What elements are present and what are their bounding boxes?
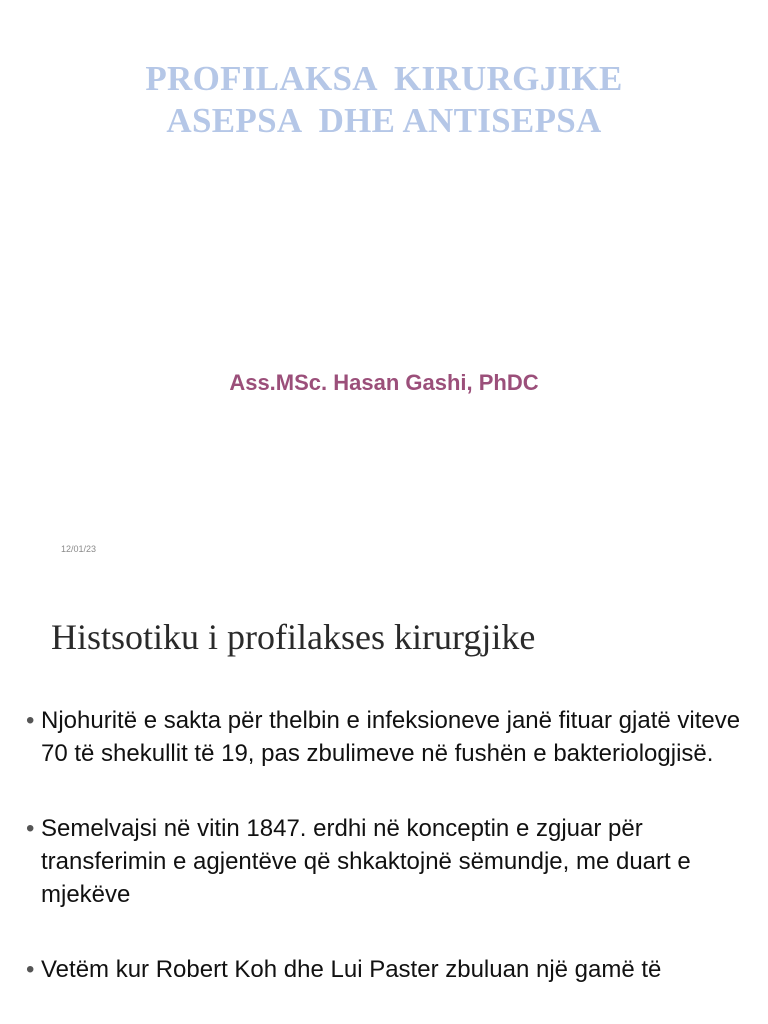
bullet-icon: •	[26, 815, 35, 842]
author-name: Ass.MSc. Hasan Gashi, PhDC	[229, 370, 539, 395]
content-slide	[0, 576, 768, 1024]
bullet-text-3: Vetëm kur Robert Koh dhe Lui Paster zbuluan një gamë të	[41, 956, 662, 983]
slide-title-line-2: ASEPSA DHE ANTISEPSA	[166, 101, 602, 140]
slide-date: 12/01/23	[61, 544, 97, 554]
slide-title	[0, 58, 768, 142]
bullet-icon: •	[26, 707, 35, 734]
slide-heading: Histsotiku i profilakses kirurgjike	[51, 617, 536, 657]
bullet-text-2: Semelvajsi në vitin 1847. erdhi në konceptin e zgjuar për transferimin e agjentëve që shkaktojnë sëmundje, me duart e mjekëve	[41, 815, 691, 908]
bullet-text-1: Njohuritë e sakta për thelbin e infeksioneve janë fituar gjatë viteve 70 të shekullit të 19, pas zbulimeve në fushën e bakteriologjisë.	[41, 707, 741, 767]
slide-title-line-1: PROFILAKSA KIRURGJIKE	[145, 59, 623, 98]
bullet-item-1	[26, 704, 756, 770]
bullet-item-2	[26, 812, 756, 911]
bullet-list	[26, 704, 756, 1024]
bullet-item-3	[26, 953, 756, 986]
bullet-icon: •	[26, 956, 35, 983]
